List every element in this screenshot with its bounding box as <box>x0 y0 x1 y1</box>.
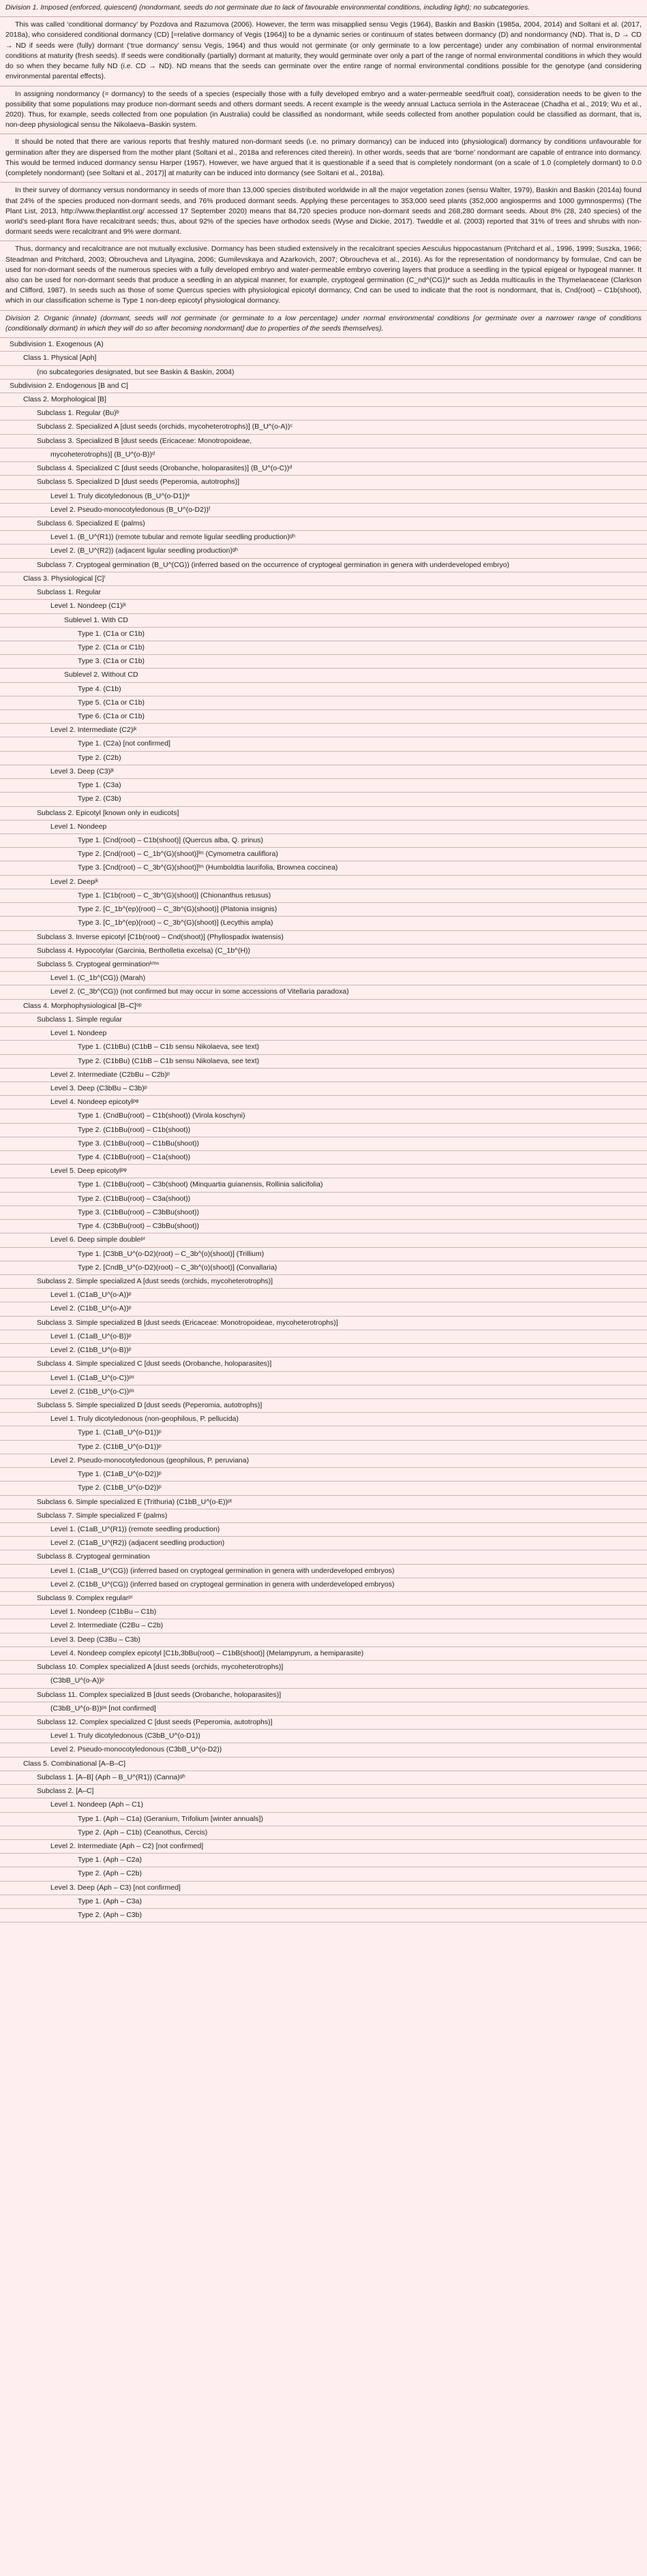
classification-row: Subclass 10. Complex specialized A [dust seeds (orchids, mycoheterotrophs)] <box>0 1661 647 1674</box>
division1-paragraph: Thus, dormancy and recalcitrance are not mutually exclusive. Dormancy has been studied extensively in the recalcitrant species Aesculus hippocastanum (Pritchard et al., 1996, 1999; Suszka, 1966; Steadman and Pritchard, 2003; Obroucheva and Lityagina, 2006; Gumilevskaya and Azarkovich, 2007; Obroucheva et al., 2016). As for the representation of nondormancy by formulae, Cnd can be used for non-dormant seeds of the numerous species with a fully developed embryo and water-permeable embryo covering layers that produce a seedling in the typical epigeal or hypogeal manner. It also can be used for non-dormant seeds that produce a seedling in an atypical manner, for example, cryptogeal germination (C_nd^(CG))* such as Jedda multicaulis in the Thymelaeaceae (Clarkson and Clifford, 1987). In seeds such as those of some Quercus species with physiological epicotyl dormancy, Cnd can be used to indicate that the root is nondormant, that is, Cnd(root) – C1b(shoot), which in our classification scheme is Type 1 non-deep epicotyl physiological dormancy. <box>0 241 647 310</box>
classification-row: Level 3. Deep (C3)ʲᵏ <box>0 765 647 779</box>
classification-row: (no subcategories designated, but see Baskin & Baskin, 2004) <box>0 366 647 380</box>
classification-row: Class 1. Physical [Aph] <box>0 352 647 365</box>
classification-row: Subclass 1. Simple regular <box>0 1013 647 1027</box>
classification-row: (C3bB_U^(o-A))ᵖ <box>0 1674 647 1688</box>
classification-row: Level 3. Deep (Aph – C3) [not confirmed] <box>0 1882 647 1895</box>
classification-row: Type 2. (Aph – C1b) (Ceanothus, Cercis) <box>0 1826 647 1840</box>
classification-row: Type 1. (C1bBu(root) – C3b(shoot) (Minquartia guianensis, Rollinia salicifolia) <box>0 1178 647 1192</box>
classification-row: Level 2. (C1bB_U^(o-B))ᵖ <box>0 1344 647 1358</box>
classification-row: Type 2. [CndB_U^(o-D2)(root) – C_3b^(o)(shoot)] (Convallaria) <box>0 1261 647 1275</box>
classification-row: Level 2. Intermediate (C2bBu – C2b)ᵖ <box>0 1069 647 1082</box>
classification-row: Subdivision 2. Endogenous [B and C] <box>0 380 647 393</box>
division1-paragraph: This was called ‘conditional dormancy’ by Pozdova and Razumova (2006). However, the term was misapplied sensu Vegis (1964), Baskin and Baskin (1985a, 2004, 2014) and Soltani et al. (2017, 2018a), who considered conditional dormancy (CD) [=relative dormancy of Vegis (1964)] to be a dynamic series or continuum of states between dormancy (D) and nondormancy (ND). That is, D → CD → ND if seeds were (fully) dormant (‘true dormancy’ sensu Vegis, 1964) and thus would not germinate (or only germinate to a low percentage) under any combination of normal environmental conditions at maturity (fresh seeds). If seeds were conditionally (partially) dormant at maturity, they would germinate over only a part of the range of normal environmental conditions in which they would do so when they became fully ND (i.e. CD → ND). ND means that the seeds can germinate over the entire range of normal environmental conditions possible for the genotype (and considering environmental parental effects). <box>0 17 647 86</box>
classification-row: Subclass 5. Cryptogeal germinationᵏᵐⁿ <box>0 958 647 972</box>
classification-row: Subclass 6. Specialized E (palms) <box>0 517 647 531</box>
classification-row: Level 1. Truly dicotyledonous (non-geophilous, P. pellucida) <box>0 1413 647 1426</box>
classification-row: Type 2. (C1bBu(root) – C3a(shoot)) <box>0 1193 647 1206</box>
classification-row: Level 2. (C1bB_U^(o-C))ᵖˢ <box>0 1385 647 1399</box>
classification-row: Level 1. Nondeep <box>0 821 647 834</box>
classification-row: Type 1. (C3a) <box>0 779 647 793</box>
classification-row: Level 1. (C1aB_U^(CG)) (inferred based on cryptogeal germination in genera with underdeveloped embryos) <box>0 1565 647 1578</box>
classification-row: Level 2. Deepʲᵏ <box>0 876 647 889</box>
classification-row: Subclass 12. Complex specialized C [dust seeds (Peperomia, autotrophs)] <box>0 1716 647 1730</box>
division2-heading: Division 2. Organic (innate) (dormant, seeds will not germinate (or germinate to a low percentage) under normal environmental conditions [or germinate over a narrower range of conditions (conditionally dormant) in which they will do so after becoming nondormant] due to properties of the seeds themselves). <box>0 311 647 338</box>
classification-row: Level 1. (C_1b^(CG)) (Marah) <box>0 972 647 985</box>
classification-row: Type 1. (C1aB_U^(o-D2))ᵖ <box>0 1468 647 1482</box>
classification-row: Type 4. (C1bBu(root) – C1a(shoot)) <box>0 1151 647 1165</box>
classification-row: Sublevel 1. With CD <box>0 614 647 628</box>
classification-row: Type 1. (Aph – C3a) <box>0 1895 647 1909</box>
classification-row: Level 3. Deep (C3Bu – C3b) <box>0 1634 647 1647</box>
classification-row: Level 1. Truly dicotyledonous (B_U^(o-D1))ᵉ <box>0 490 647 504</box>
classification-row: Type 2. (C3b) <box>0 793 647 806</box>
classification-row: Type 3. (C1a or C1b) <box>0 655 647 669</box>
classification-row: Subclass 1. Regular <box>0 586 647 600</box>
classification-row: Type 1. (Aph – C1a) (Geranium, Trifolium [winter annuals]) <box>0 1813 647 1826</box>
classification-row: Level 2. Pseudo-monocotyledonous (C3bB_U^(o-D2)) <box>0 1743 647 1757</box>
classification-row: Subclass 9. Complex regularᵖʳ <box>0 1592 647 1606</box>
classification-row: Type 1. [Cnd(root) – C1b(shoot)] (Quercus alba, Q. prinus) <box>0 834 647 848</box>
classification-row: Type 1. (C1bBu) (C1bB – C1b sensu Nikolaeva, see text) <box>0 1041 647 1054</box>
classification-row: Type 2. (C1bBu(root) – C1b(shoot)) <box>0 1124 647 1137</box>
classification-row: Level 1. (C1aB_U^(o-B))ᵖ <box>0 1330 647 1344</box>
classification-row: Level 2. Intermediate (C2)ʲᵏ <box>0 724 647 737</box>
classification-row: Subclass 4. Hypocotylar (Garcinia, Bertholletia excelsa) (C_1b^(H)) <box>0 945 647 958</box>
classification-rows <box>0 338 647 1922</box>
classification-row: Level 4. Nondeep epicotylᵖᵠ <box>0 1096 647 1109</box>
classification-row: Type 5. (C1a or C1b) <box>0 696 647 710</box>
classification-row: Subclass 2. Epicotyl [known only in eudicots] <box>0 807 647 821</box>
classification-row: Level 2. Intermediate (C2Bu – C2b) <box>0 1619 647 1633</box>
classification-row: Type 1. (C2a) [not confirmed] <box>0 737 647 751</box>
classification-row: Type 2. (Aph – C2b) <box>0 1867 647 1881</box>
classification-row: Level 1. Nondeep (Aph – C1) <box>0 1798 647 1812</box>
classification-row: Level 2. Pseudo-monocotyledonous (B_U^(o-D2))ᶠ <box>0 504 647 517</box>
classification-row: Type 1. (CndBu(root) – C1b(shoot)) (Virola koschyni) <box>0 1109 647 1123</box>
classification-row: Type 2. [Cnd(root) – C_1b^(G)(shoot)]ˡᵐ (Cymometra cauliflora) <box>0 848 647 861</box>
classification-row: Class 5. Combinational [A–B–C] <box>0 1758 647 1771</box>
classification-row: Level 1. (C1aB_U^(o-A))ᵖ <box>0 1289 647 1302</box>
classification-row: Level 2. (C1bB_U^(o-A))ᵖ <box>0 1302 647 1316</box>
classification-row: Level 1. (C1aB_U^(o-C))ᵖˢ <box>0 1372 647 1385</box>
classification-row: Type 3. (C1bBu(root) – C3bBu(shoot)) <box>0 1206 647 1220</box>
classification-row: Type 3. [C_1b^(ep)(root) – C_3b^(G)(shoot)] (Lecythis ampla) <box>0 917 647 930</box>
classification-row: Subclass 7. Cryptogeal germination (B_U^(CG)) (inferred based on the occurrence of cryptogeal germination in genera with underdeveloped embryo) <box>0 559 647 572</box>
classification-row: Subclass 4. Simple specialized C [dust seeds (Orobanche, holoparasites)] <box>0 1358 647 1371</box>
classification-row: Subclass 3. Simple specialized B [dust seeds (Ericaceae: Monotropoideae, mycoheterotrophs)] <box>0 1317 647 1330</box>
division1-paragraph: In assigning nondormancy (= dormancy) to the seeds of a species (especially those with a fully developed embryo and a water-permeable seed/fruit coat), consideration needs to be given to the possibility that some populations may produce non-dormant seeds and others dormant seeds. A recent example is the weedy annual Lactuca serriola in the Asteraceae (Chadha et al., 2019; Wu et al., 2020). Thus, for example, seeds collected from one population (in Australia) could be classified as nondormant, while seeds collected from another population could be classified as dormant, that is, non-deep physiological sensu the Nikolaeva–Baskin system. <box>0 87 647 135</box>
division1-paragraph: It should be noted that there are various reports that freshly matured non-dormant seeds (i.e. no primary dormancy) can be induced into (physiological) dormancy by conditions unfavourable for germination after they are dispersed from the mother plant (Soltani et al., 2018a and references cited therein). In other words, seeds that are ‘borne’ nondormant are capable of entrance into dormancy. This would be termed induced dormancy sensu Harper (1957). However, we have argued that it is questionable if a seed that is completely nondormant (on a scale of 1.0 (completely dormant) to 0.0 (completely nondormant) (see Soltani et al., 2017)] at maturity can be induced into dormancy (see Soltani et al., 2018a). <box>0 134 647 183</box>
classification-row: Subclass 7. Simple specialized F (palms) <box>0 1509 647 1523</box>
division1-paragraph: In their survey of dormancy versus nondormancy in seeds of more than 13,000 species distributed worldwide in all the major vegetation zones (sensu Walter, 1979), Baskin and Baskin (2014a) found that 24% of the species produced non-dormant seeds, and 76% produced dormant seeds. Applying these percentages to 353,000 seed plants (352,000 angiosperms and 1000 gymnosperms) (The Plant List, 2013, http://www.theplantlist.org/ accessed 17 September 2020) means that 84,720 species produce non-dormant seeds and 268,280 dormant seeds. About 8% (28, 240 species) of the world’s seed-plant flora have recalcitrant seeds; thus, about 92% of the species have orthodox seeds (Wyse and Dickie, 2017). Tweddle et al. (2003) reported that 31% of trees and shrubs with non-dormant seeds were recalcitrant and 9% were dormant. <box>0 183 647 241</box>
classification-row: Type 1. (C1aB_U^(o-D1))ᵖ <box>0 1426 647 1440</box>
classification-row: Class 3. Physiological [C]ⁱ <box>0 572 647 586</box>
classification-row: Type 3. [Cnd(root) – C_3b^(G)(shoot)]ˡᵐ (Humboldtia laurifolia, Brownea coccinea) <box>0 861 647 875</box>
classification-row: Level 2. Pseudo-monocotyledonous (geophilous, P. peruviana) <box>0 1454 647 1468</box>
classification-row: Type 1. (C1a or C1b) <box>0 628 647 641</box>
classification-row: Subclass 2. [A–C] <box>0 1785 647 1798</box>
classification-row: Level 6. Deep simple doubleᵖʳ <box>0 1233 647 1247</box>
classification-row: Type 6. (C1a or C1b) <box>0 710 647 724</box>
classification-row: Type 1. [C1b(root) – C_3b^(G)(shoot)] (Chionanthus retusus) <box>0 889 647 903</box>
classification-row: Level 1. Truly dicotyledonous (C3bB_U^(o-D1)) <box>0 1730 647 1743</box>
classification-row: Subdivision 1. Exogenous (A) <box>0 338 647 352</box>
classification-row: Level 1. Nondeep (C1bBu – C1b) <box>0 1606 647 1619</box>
classification-row: Type 2. (C1a or C1b) <box>0 641 647 655</box>
classification-row: Subclass 2. Simple specialized A [dust seeds (orchids, mycoheterotrophs)] <box>0 1275 647 1289</box>
classification-row: Subclass 3. Specialized B [dust seeds (Ericaceae: Monotropoideae, <box>0 435 647 448</box>
classification-row: Subclass 4. Specialized C [dust seeds (Orobanche, holoparasites)] (B_U^(o-C))ᵈ <box>0 462 647 476</box>
classification-row: Subclass 5. Specialized D [dust seeds (Peperomia, autotrophs)] <box>0 476 647 489</box>
classification-row: Sublevel 2. Without CD <box>0 669 647 682</box>
classification-row: Level 4. Nondeep complex epicotyl [C1b,3bBu(root) – C1bB(shoot)] (Melampyrum, a hemiparasite) <box>0 1647 647 1661</box>
classification-row: Type 1. (Aph – C2a) <box>0 1854 647 1867</box>
classification-row: Level 2. (C1bB_U^(CG)) (inferred based on cryptogeal germination in genera with underdeveloped embryos) <box>0 1578 647 1592</box>
classification-row: Type 1. [C3bB_U^(o-D2)(root) – C_3b^(o)(shoot)] (Trillium) <box>0 1248 647 1261</box>
classification-row: Level 3. Deep (C3bBu – C3b)ᵖ <box>0 1082 647 1096</box>
classification-row: Subclass 1. Regular (Bu)ᵇ <box>0 407 647 420</box>
classification-row: Level 1. Nondeep (C1)ʲᵏ <box>0 600 647 613</box>
classification-row: Subclass 2. Specialized A [dust seeds (orchids, mycoheterotrophs)] (B_U^(o-A))ᶜ <box>0 420 647 434</box>
classification-row: Type 4. (C3bBu(root) – C3bBu(shoot)) <box>0 1220 647 1233</box>
classification-row: Type 4. (C1b) <box>0 683 647 696</box>
classification-row: Type 2. (C1bB_U^(o-D1))ᵖ <box>0 1441 647 1454</box>
classification-row: Level 2. (C1aB_U^(R2)) (adjacent seedling production) <box>0 1537 647 1550</box>
classification-row: Subclass 6. Simple specialized E (Trithuria) (C1bB_U^(o-E))ᵖᵗ <box>0 1496 647 1509</box>
classification-row: Level 2. Intermediate (Aph – C2) [not confirmed] <box>0 1840 647 1854</box>
division1-heading: Division 1. Imposed (enforced, quiescent) (nondormant, seeds do not germinate due to lack of favourable environmental conditions, including light); no subcategories. <box>0 0 647 17</box>
classification-row: mycoheterotrophs)] (B_U^(o-B))ᵈ <box>0 448 647 462</box>
classification-row: Class 2. Morphological [B] <box>0 393 647 407</box>
classification-row: Subclass 5. Simple specialized D [dust seeds (Peperomia, autotrophs)] <box>0 1399 647 1413</box>
classification-row: Subclass 8. Cryptogeal germination <box>0 1550 647 1564</box>
classification-row: Type 2. [C_1b^(ep)(root) – C_3b^(G)(shoot)] (Platonia insignis) <box>0 903 647 917</box>
classification-row: Type 2. (C1bBu) (C1bB – C1b sensu Nikolaeva, see text) <box>0 1055 647 1069</box>
classification-row: Level 5. Deep epicotylᵖᵠ <box>0 1165 647 1178</box>
classification-row: Subclass 3. Inverse epicotyl [C1b(root) – Cnd(shoot)] (Phyllospadix iwatensis) <box>0 931 647 945</box>
classification-row: Subclass 1. [A–B] (Aph – B_U^(R1)) (Canna)ᵍʰ <box>0 1771 647 1785</box>
classification-row: Type 3. (C1bBu(root) – C1bBu(shoot)) <box>0 1137 647 1151</box>
classification-row: Class 4. Morphophysiological [B–C]ᵒᵖ <box>0 1000 647 1013</box>
classification-row: Level 1. (B_U^(R1)) (remote tubular and remote ligular seedling production)ᵍʰ <box>0 531 647 545</box>
classification-row: Level 1. (C1aB_U^(R1)) (remote seedling production) <box>0 1523 647 1537</box>
classification-row: (C3bB_U^(o-B))ᵖˢ [not confirmed] <box>0 1702 647 1716</box>
classification-row: Type 2. (Aph – C3b) <box>0 1909 647 1922</box>
classification-row: Level 2. (B_U^(R2)) (adjacent ligular seedling production)ᵍʰ <box>0 545 647 558</box>
classification-row: Level 2. (C_3b^(CG)) (not confirmed but may occur in some accessions of Vitellaria paradoxa) <box>0 985 647 999</box>
classification-row: Subclass 11. Complex specialized B [dust seeds (Orobanche, holoparasites)] <box>0 1689 647 1702</box>
classification-row: Level 1. Nondeep <box>0 1027 647 1041</box>
classification-row: Type 2. (C2b) <box>0 752 647 765</box>
classification-row: Type 2. (C1bB_U^(o-D2))ᵖ <box>0 1482 647 1495</box>
